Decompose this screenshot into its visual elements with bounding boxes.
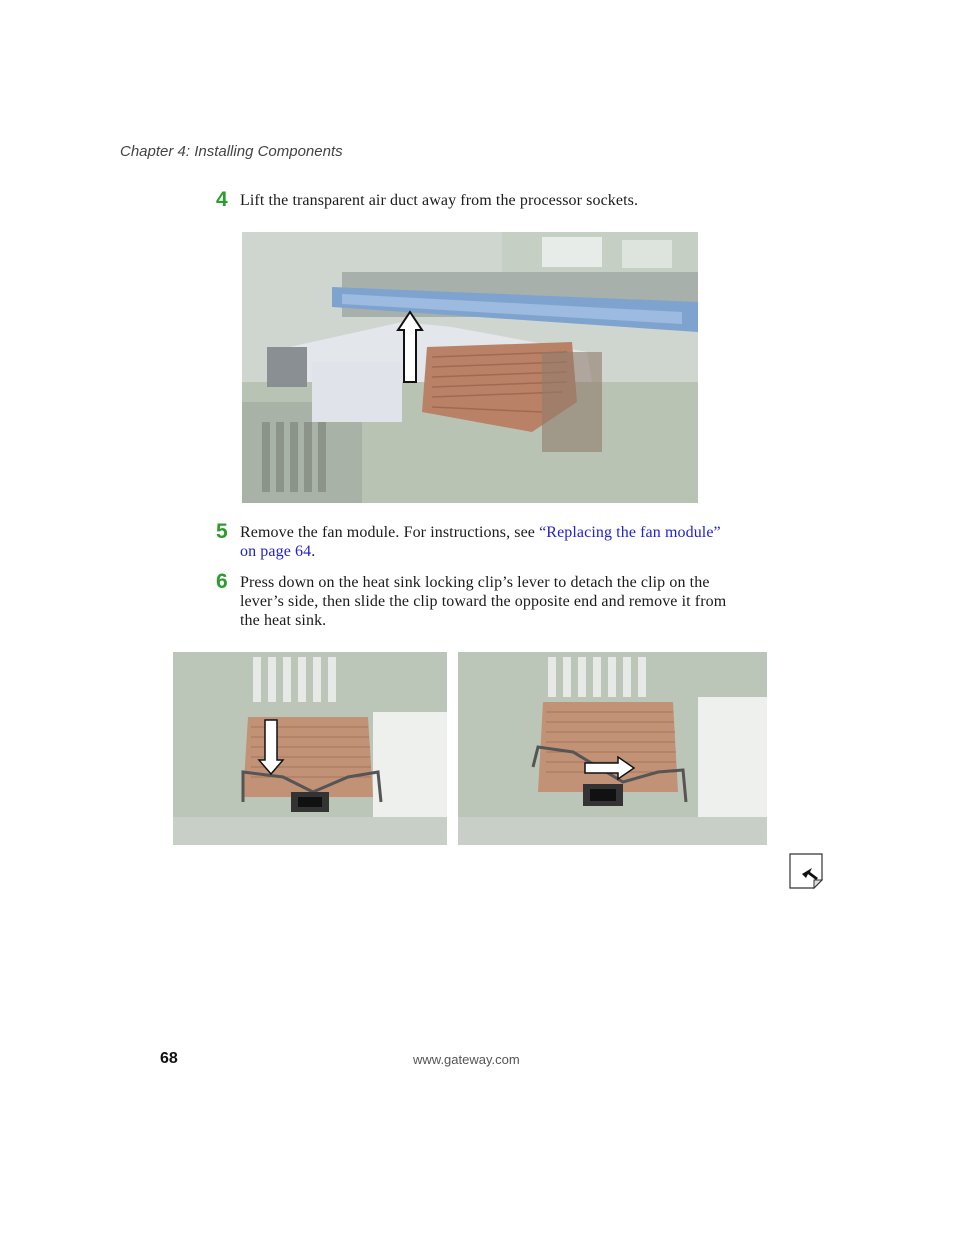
step-5-text-after: .: [311, 543, 316, 560]
page-64-link[interactable]: on page 64: [240, 543, 312, 560]
slide-clip-photo: [458, 652, 767, 845]
step-6-line-2: lever’s side, then slide the clip toward the opposite end and remove it from: [240, 593, 727, 610]
press-lever-photo: [173, 652, 447, 845]
step-6-line-1: Press down on the heat sink locking clip’s lever to detach the clip on the: [240, 574, 710, 591]
chapter-header: Chapter 4: Installing Components: [120, 143, 343, 160]
footer-url: www.gateway.com: [413, 1052, 520, 1067]
air-duct-photo: [242, 232, 698, 503]
replacing-fan-module-link[interactable]: “Replacing the fan module”: [539, 524, 721, 541]
step-5-text-before: Remove the fan module. For instructions, see: [240, 524, 540, 541]
step-6-text: [240, 573, 780, 630]
page-turn-arrow-icon: [788, 852, 824, 890]
step-6-line-3: the heat sink.: [240, 612, 327, 629]
step-number-4: 4: [216, 188, 228, 211]
step-number-6: 6: [216, 570, 228, 593]
step-4-text: Lift the transparent air duct away from the processor sockets.: [240, 192, 639, 209]
step-number-5: 5: [216, 520, 228, 543]
page-number: 68: [160, 1050, 178, 1067]
step-5-text: [240, 523, 780, 561]
